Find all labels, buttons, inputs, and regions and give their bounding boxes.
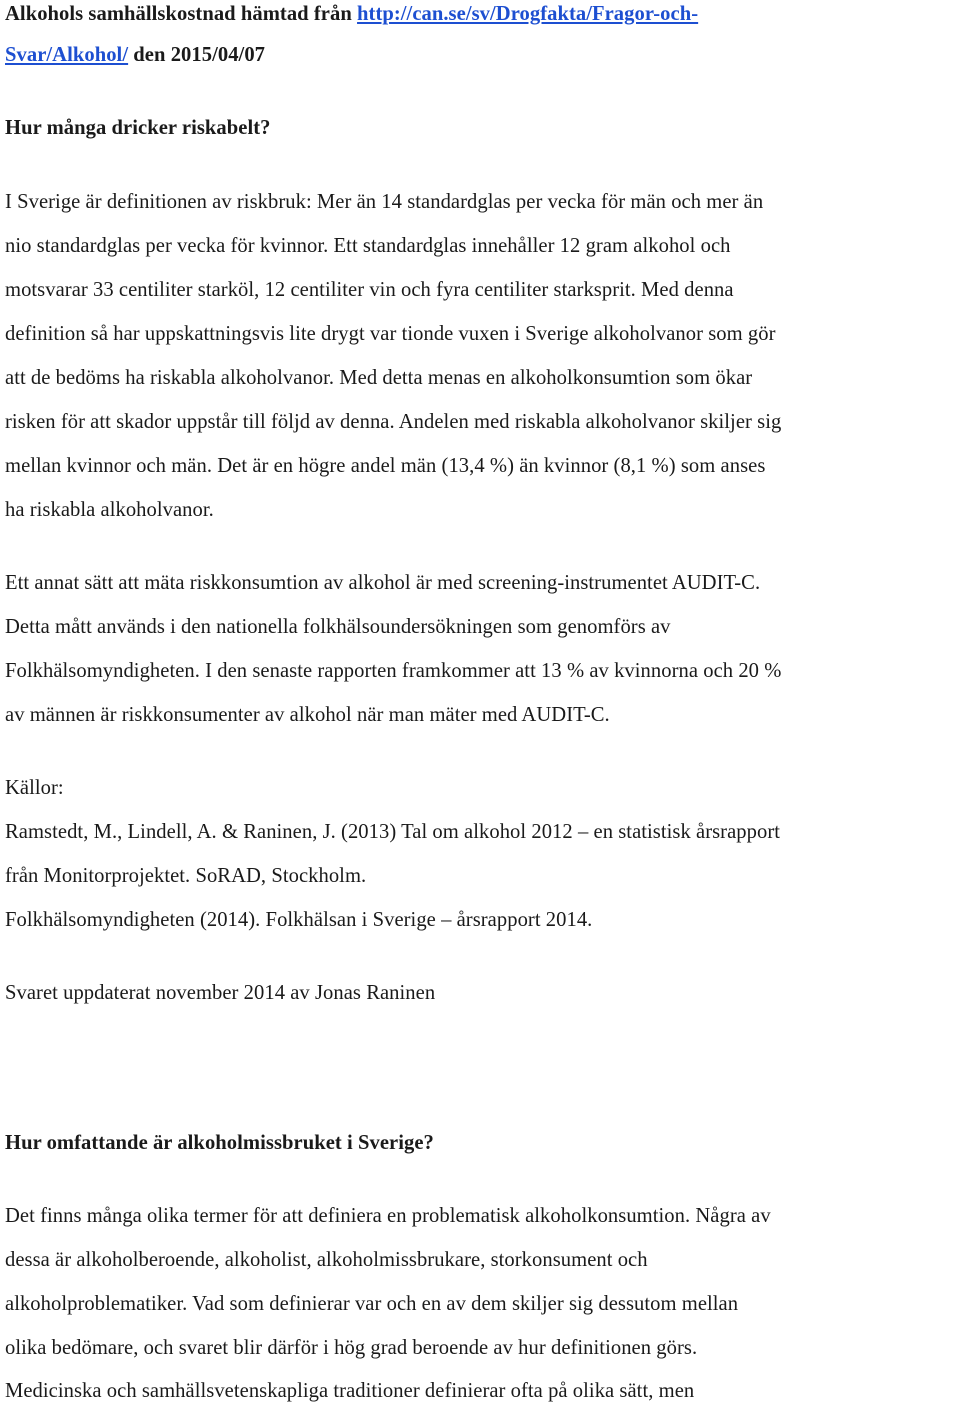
section2-paragraph-line: Medicinska och samhällsvetenskapliga traditioner definierar ofta på olika sätt, men — [5, 1380, 695, 1402]
source-reference-line: från Monitorprojektet. SoRAD, Stockholm. — [5, 865, 367, 887]
section2-paragraph-line: olika bedömare, och svaret blir därför i hög grad beroende av hur definitionen görs. — [5, 1337, 698, 1359]
updated-note: Svaret uppdaterat november 2014 av Jonas Raninen — [5, 982, 436, 1004]
paragraph1-line: motsvarar 33 centiliter starköl, 12 centiliter vin och fyra centiliter starksprit. Med denna — [5, 279, 734, 301]
source-reference-line: Ramstedt, M., Lindell, A. & Raninen, J. (2013) Tal om alkohol 2012 – en statistisk årsrapport — [5, 821, 781, 843]
paragraph1-line: att de bedöms ha riskabla alkoholvanor. Med detta menas en alkoholkonsumtion som ökar — [5, 367, 753, 389]
header-line-2 — [5, 42, 265, 68]
section2-paragraph-line: Det finns många olika termer för att definiera en problematisk alkoholkonsumtion. Några av — [5, 1205, 771, 1227]
paragraph1-line: I Sverige är definitionen av riskbruk: Mer än 14 standardglas per vecka för män och mer än — [5, 191, 764, 213]
paragraph1-line: nio standardglas per vecka för kvinnor. Ett standardglas innehåller 12 gram alkohol och — [5, 235, 731, 257]
header-title: Alkohols samhällskostnad hämtad från — [5, 3, 358, 25]
paragraph1-line: ha riskabla alkoholvanor. — [5, 499, 214, 521]
sources-label: Källor: — [5, 777, 64, 799]
section2-heading: Hur omfattande är alkoholmissbruket i Sverige? — [5, 1132, 434, 1154]
paragraph2-line: Detta mått används i den nationella folkhälsoundersökningen som genomförs av — [5, 616, 671, 638]
section2-paragraph-line: alkoholproblematiker. Vad som definierar var och en av dem skiljer sig dessutom mellan — [5, 1293, 739, 1315]
paragraph1-line: risken för att skador uppstår till följd av denna. Andelen med riskabla alkoholvanor skiljer sig — [5, 411, 782, 433]
source-reference-line: Folkhälsomyndigheten (2014). Folkhälsan i Sverige – årsrapport 2014. — [5, 909, 593, 931]
header-line-1 — [5, 1, 698, 27]
paragraph2-line: Folkhälsomyndigheten. I den senaste rapporten framkommer att 13 % av kvinnorna och 20 % — [5, 660, 782, 682]
source-link-part-1[interactable]: http://can.se/sv/Drogfakta/Fragor-och- — [357, 3, 699, 25]
paragraph2-line: Ett annat sätt att mäta riskkonsumtion av alkohol är med screening-instrumentet AUDIT-C. — [5, 572, 761, 594]
section2-paragraph-line: dessa är alkoholberoende, alkoholist, alkoholmissbrukare, storkonsument och — [5, 1249, 648, 1271]
section1-heading: Hur många dricker riskabelt? — [5, 117, 271, 139]
paragraph1-line: mellan kvinnor och män. Det är en högre andel män (13,4 %) än kvinnor (8,1 %) som anses — [5, 455, 766, 477]
header-date: den 2015/04/07 — [128, 44, 266, 66]
source-link-part-2[interactable]: Svar/Alkohol/ — [5, 44, 129, 66]
paragraph1-line: definition så har uppskattningsvis lite drygt var tionde vuxen i Sverige alkoholvanor som gör — [5, 323, 776, 345]
paragraph2-line: av männen är riskkonsumenter av alkohol när man mäter med AUDIT-C. — [5, 704, 610, 726]
